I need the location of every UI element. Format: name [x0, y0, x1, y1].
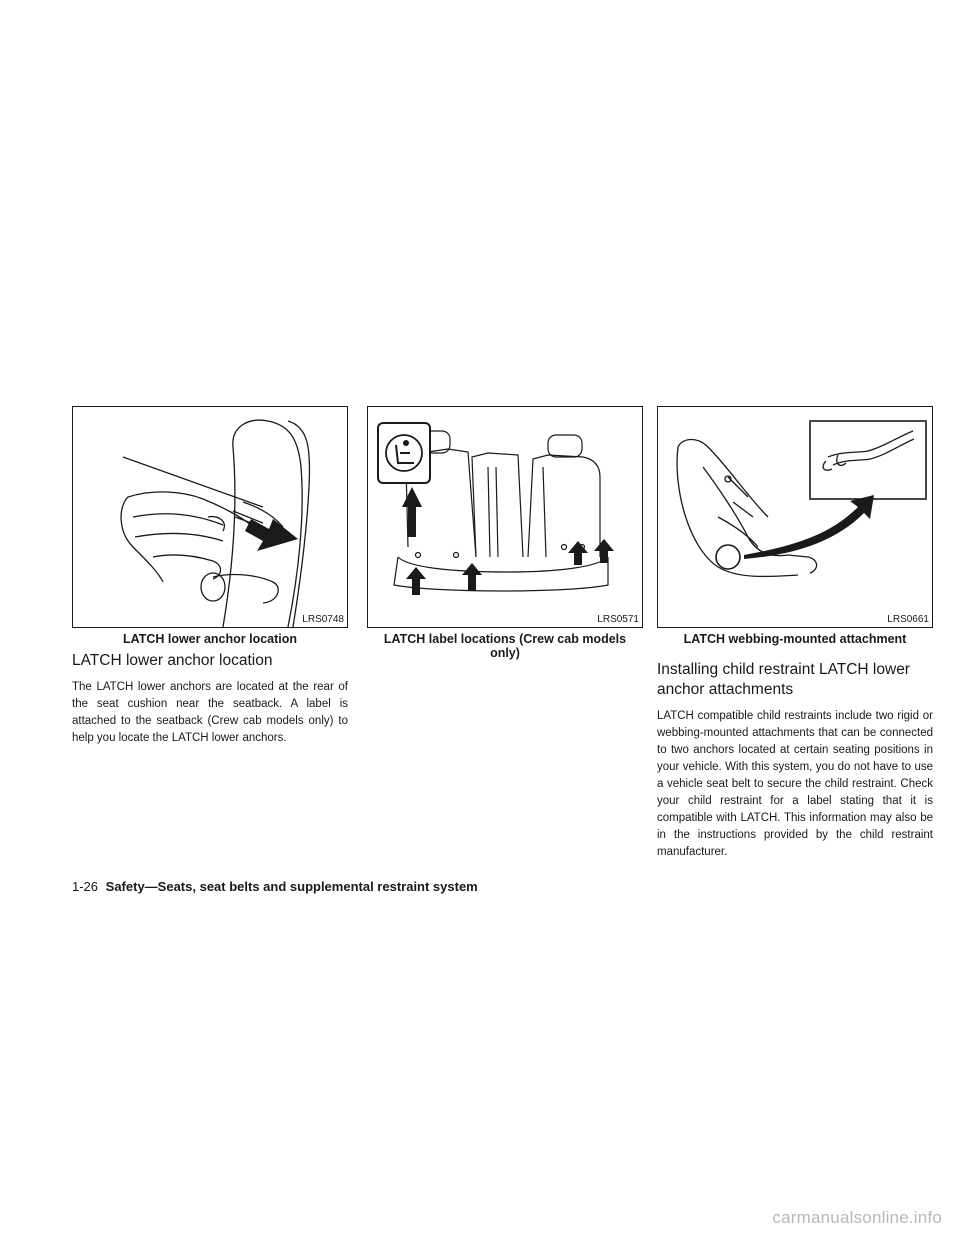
page-number: 1-26: [72, 879, 99, 894]
column-right: [657, 406, 933, 861]
page-footer: [72, 878, 478, 896]
figure-caption: LATCH label locations (Crew cab models only): [383, 632, 627, 660]
column-left: [72, 406, 348, 747]
figure-label-locations: [367, 406, 643, 628]
column-middle: [367, 406, 643, 660]
figure-webbing-attachment: [657, 406, 933, 628]
webbing-attachment-illustration: [658, 407, 932, 627]
section-body: The LATCH lower anchors are located at the rear of the seat cushion near the seatback. A label is attached to the seatback (Crew cab models only) to help you locate the LATCH lower anchors.: [72, 681, 348, 744]
figure-code: LRS0571: [597, 614, 639, 625]
section-title: LATCH lower anchor location: [72, 652, 273, 669]
figure-caption: LATCH webbing-mounted attachment: [683, 632, 907, 646]
lower-anchor-illustration: [73, 407, 347, 627]
watermark: carmanualsonline.info: [772, 1208, 942, 1227]
figure-lower-anchor: [72, 406, 348, 628]
figure-caption: LATCH lower anchor location: [122, 632, 298, 646]
figure-code: LRS0748: [302, 614, 344, 625]
section-title: Installing child restraint LATCH lower anchor attachments: [657, 661, 910, 698]
figure-code: LRS0661: [887, 614, 929, 625]
label-locations-illustration: [368, 407, 642, 627]
section-body: LATCH compatible child restraints include two rigid or webbing-mounted attachments that can be connected to two anchors located at certain seating positions in your vehicle. With this system, you do not have to use a vehicle seat belt to secure the child restraint. Check your child restraint for a label stating that it is compatible with LATCH. This information may also be in the instructions provided by the child restraint manufacturer.: [657, 710, 933, 858]
chapter-title: Safety—Seats, seat belts and supplemental restraint system: [105, 879, 478, 894]
